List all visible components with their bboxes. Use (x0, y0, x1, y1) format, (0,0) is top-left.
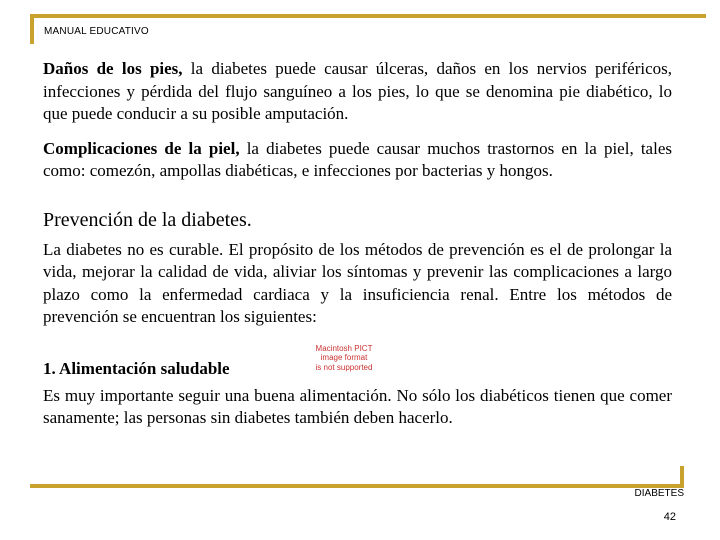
paragraph-prevention: La diabetes no es curable. El propósito de los métodos de prevención es el de prolongar la vida, mejorar la calidad de vida, aliviar los síntomas y prevenir las complicaciones a largo plazo como la enfermedad cardiaca y la insuficiencia renal. Entre los métodos de prevención se encuentran los siguientes: (43, 239, 672, 326)
section-heading: Prevención de la diabetes. (43, 208, 252, 231)
left-rule (30, 14, 34, 44)
page-number: 42 (663, 511, 676, 523)
header-label: MANUAL EDUCATIVO (44, 26, 149, 37)
paragraph-skin-complications (43, 138, 672, 183)
unsupported-image-placeholder (305, 344, 383, 373)
bottom-rule (30, 484, 680, 488)
right-rule (680, 466, 684, 488)
paragraph-lead: Complicaciones de la piel, (43, 138, 240, 158)
subheading-row (43, 343, 672, 378)
placeholder-line: Macintosh PICT (315, 343, 373, 353)
paragraph-text: la diabetes puede causar úlceras, daños en los nervios periféricos, infecciones y pérdida del flujo sanguíneo a los pies, lo que se denomina pie diabético, lo que puede conducir a su posible amputación. (43, 59, 672, 123)
placeholder-line: image format (320, 353, 368, 362)
main-content (43, 58, 672, 430)
top-rule (30, 14, 706, 18)
paragraph-lead: Daños de los pies, (43, 59, 183, 78)
subheading: 1. Alimentación saludable (43, 358, 230, 378)
paragraph-text: la diabetes puede causar muchos trastornos en la piel, tales como: comezón, ampollas diabéticas, e infecciones por bacterias y hongos. (43, 138, 672, 180)
paragraph-foot-damage (43, 58, 672, 126)
placeholder-line: is not supported (315, 362, 373, 372)
footer-label: DIABETES (634, 488, 684, 499)
paragraph-nutrition: Es muy importante seguir una buena alimentación. No sólo los diabéticos tienen que comer sanamente; las personas sin diabetes también deben hacerlo. (43, 385, 672, 427)
